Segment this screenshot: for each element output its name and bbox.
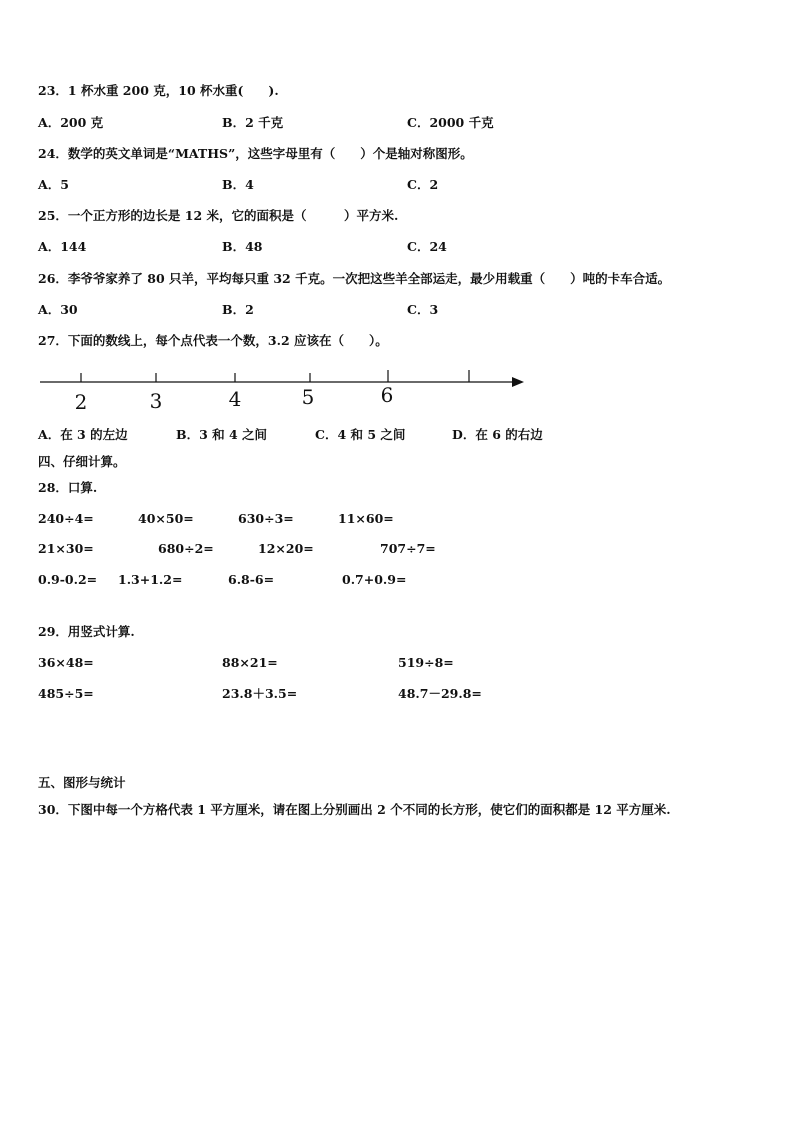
question-27-option-c: C．4 和 5 之间 bbox=[315, 427, 406, 442]
section-4-title: 四、仔细计算。 bbox=[38, 454, 126, 469]
question-24-option-b: B．4 bbox=[222, 177, 254, 192]
question-23-stem: 23．1 杯水重 200 克，10 杯水重( ). bbox=[38, 83, 279, 98]
vertical-calc-item: 36×48= bbox=[38, 655, 94, 670]
oral-calc-item: 11×60= bbox=[338, 511, 394, 526]
question-26-option-c: C．3 bbox=[407, 302, 439, 317]
vertical-calc-item: 485÷5= bbox=[38, 686, 94, 701]
question-27-option-b: B．3 和 4 之间 bbox=[176, 427, 268, 442]
oral-calc-item: 707÷7= bbox=[380, 541, 436, 556]
tick-label: 3 bbox=[149, 389, 163, 412]
question-25-stem: 25．一个正方形的边长是 12 米，它的面积是（ ）平方米. bbox=[38, 208, 399, 223]
oral-calc-item: 12×20= bbox=[258, 541, 314, 556]
oral-calc-item: 680÷2= bbox=[158, 541, 214, 556]
question-30-stem: 30．下图中每一个方格代表 1 平方厘米，请在图上分别画出 2 个不同的长方形，使它们的面积都是 12 平方厘米. bbox=[38, 802, 671, 817]
question-24-option-c: C．2 bbox=[407, 177, 439, 192]
tick-label: 6 bbox=[380, 383, 394, 407]
question-23-option-c: C．2000 千克 bbox=[407, 115, 494, 130]
question-27-stem: 27．下面的数线上，每个点代表一个数，3.2 应该在（ ）。 bbox=[38, 333, 388, 348]
vertical-calc-item: 519÷8= bbox=[398, 655, 454, 670]
oral-calc-item: 1.3+1.2= bbox=[118, 572, 183, 587]
question-27-option-a: A．在 3 的左边 bbox=[38, 427, 128, 442]
oral-calc-item: 21×30= bbox=[38, 541, 94, 556]
oral-calc-item: 0.9-0.2= bbox=[38, 572, 98, 587]
tick-label: 5 bbox=[301, 385, 315, 409]
tick-label: 4 bbox=[228, 387, 242, 411]
question-23-option-b: B．2 千克 bbox=[222, 115, 284, 130]
question-25-option-c: C．24 bbox=[407, 239, 447, 254]
question-25-option-a: A．144 bbox=[38, 239, 87, 254]
vertical-calc-item: 48.7－29.8= bbox=[398, 686, 482, 701]
oral-calc-item: 0.7+0.9= bbox=[342, 572, 407, 587]
arrow-right-icon bbox=[512, 377, 524, 387]
section-5-title: 五、图形与统计 bbox=[38, 775, 126, 790]
question-26-stem: 26．李爷爷家养了 80 只羊，平均每只重 32 千克。一次把这些羊全部运走，最少用载重（ ）吨的卡车合适。 bbox=[38, 271, 671, 286]
vertical-calc-item: 88×21= bbox=[222, 655, 278, 670]
oral-calc-item: 630÷3= bbox=[238, 511, 294, 526]
question-29-stem: 29．用竖式计算. bbox=[38, 624, 135, 639]
question-24-option-a: A．5 bbox=[38, 177, 69, 192]
question-26-option-b: B．2 bbox=[222, 302, 254, 317]
vertical-calc-item: 23.8＋3.5= bbox=[222, 686, 298, 701]
question-27-option-d: D．在 6 的右边 bbox=[452, 427, 543, 442]
question-23-option-a: A．200 克 bbox=[38, 115, 104, 130]
tick-label: 2 bbox=[74, 390, 88, 412]
oral-calc-item: 240÷4= bbox=[38, 511, 94, 526]
question-26-option-a: A．30 bbox=[38, 302, 78, 317]
number-line bbox=[38, 362, 528, 412]
question-28-stem: 28．口算. bbox=[38, 480, 98, 495]
oral-calc-item: 40×50= bbox=[138, 511, 194, 526]
question-24-stem: 24．数学的英文单词是“MATHS”，这些字母里有（ ）个是轴对称图形。 bbox=[38, 146, 473, 161]
question-25-option-b: B．48 bbox=[222, 239, 263, 254]
oral-calc-item: 6.8-6= bbox=[228, 572, 275, 587]
